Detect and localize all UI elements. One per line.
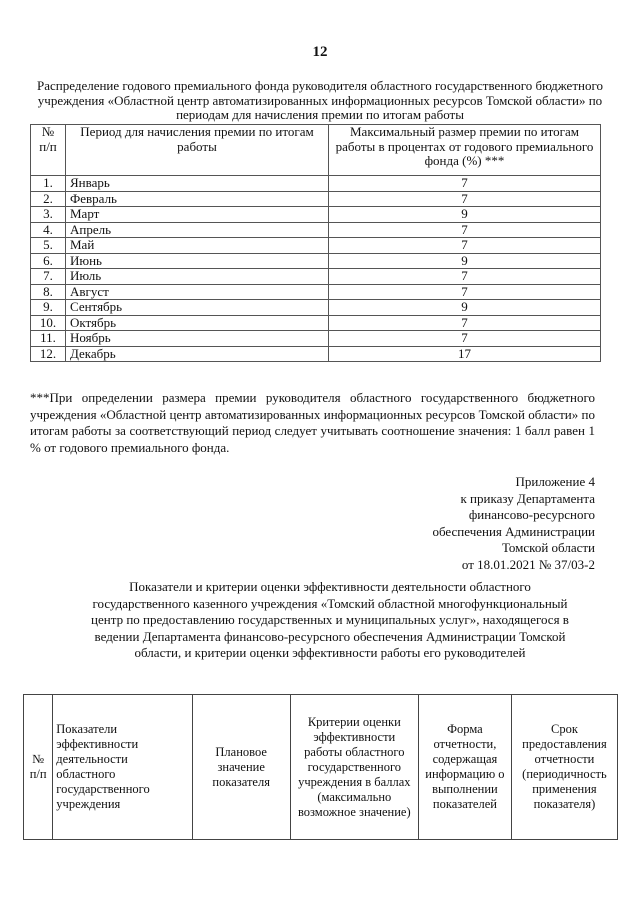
row-period: Февраль bbox=[66, 191, 329, 207]
appendix-line: финансово-ресурсного bbox=[468, 507, 595, 522]
row-num: 3. bbox=[31, 207, 66, 223]
table-row bbox=[31, 269, 601, 285]
row-num: 1. bbox=[31, 176, 66, 192]
row-period: Сентябрь bbox=[66, 300, 329, 316]
table-row bbox=[31, 284, 601, 300]
row-period: Июль bbox=[66, 269, 329, 285]
table-row bbox=[31, 222, 601, 238]
page-number: 12 bbox=[312, 44, 328, 60]
table-row bbox=[31, 191, 601, 207]
table-header-row bbox=[31, 125, 601, 176]
row-value: 9 bbox=[329, 253, 601, 269]
section1-title: Распределение годового премиального фонда руководителя областного государственного бюджетного учреждения «Областной центр автоматизированных информационных ресурсов Томской области» по периодам для начисления премии по итогам работы bbox=[37, 78, 603, 122]
row-value: 9 bbox=[329, 207, 601, 223]
row-value: 7 bbox=[329, 191, 601, 207]
row-value: 7 bbox=[329, 331, 601, 347]
table-row bbox=[31, 253, 601, 269]
header-indicators: Показатели эффективности деятельности областного государственного учреждения bbox=[53, 695, 192, 840]
row-num: 12. bbox=[31, 346, 66, 362]
row-period: Декабрь bbox=[66, 346, 329, 362]
row-num: 7. bbox=[31, 269, 66, 285]
table-row bbox=[31, 331, 601, 347]
table-row bbox=[31, 238, 601, 254]
row-num: 6. bbox=[31, 253, 66, 269]
appendix-line: к приказу Департамента bbox=[460, 490, 595, 506]
section2-title: Показатели и критерии оценки эффективности деятельности областного государственного казенного учреждения «Томский областной многофункциональный центр по предоставлению государственных и муниципальных услуг», находящегося в ведении Департамента финансово-ресурсного обеспечения Администрации Томской области, и критерии оценки эффективности работы его руководителей bbox=[91, 579, 569, 660]
row-num: 5. bbox=[31, 238, 66, 254]
table-row bbox=[31, 207, 601, 223]
table-row bbox=[31, 346, 601, 362]
row-value: 7 bbox=[329, 315, 601, 331]
row-num: 9. bbox=[31, 300, 66, 316]
row-value: 7 bbox=[329, 284, 601, 300]
row-value: 9 bbox=[329, 300, 601, 316]
row-period: Апрель bbox=[66, 222, 329, 238]
appendix-line: Томской области bbox=[501, 540, 595, 555]
header-planned-value: Плановое значение показателя bbox=[192, 695, 290, 840]
row-period: Июнь bbox=[66, 253, 329, 269]
row-value: 17 bbox=[329, 346, 601, 362]
table-row bbox=[31, 300, 601, 316]
row-num: 11. bbox=[31, 331, 66, 347]
appendix-line: Приложение 4 bbox=[515, 474, 595, 489]
table-row bbox=[31, 176, 601, 192]
row-num: 8. bbox=[31, 284, 66, 300]
row-num: 4. bbox=[31, 222, 66, 238]
appendix-line: обеспечения Администрации bbox=[432, 523, 595, 539]
header-num: № п/п bbox=[31, 125, 66, 176]
row-value: 7 bbox=[329, 222, 601, 238]
footnote: ***При определении размера премии руководителя областного государственного бюджетного учреждения «Областной центр автоматизированных информационных ресурсов Томской области» по итогам работы за соответствующий период следует учитывать соотношение значения: 1 балл равен 1 % от годового премиального фонда. bbox=[30, 390, 595, 455]
header-report-form: Форма отчетности, содержащая информацию о выполнении показателей bbox=[418, 695, 511, 840]
row-num: 10. bbox=[31, 315, 66, 331]
header-criteria: Критерии оценки эффективности работы областного государственного учреждения в баллах (максимально возможное значение) bbox=[290, 695, 418, 840]
row-period: Март bbox=[66, 207, 329, 223]
appendix-line: от 18.01.2021 № 37/03-2 bbox=[461, 556, 595, 572]
header-num: № п/п bbox=[24, 695, 53, 840]
row-period: Октябрь bbox=[66, 315, 329, 331]
criteria-table bbox=[23, 694, 618, 840]
appendix-block bbox=[380, 474, 595, 573]
row-value: 7 bbox=[329, 176, 601, 192]
table-header-row bbox=[24, 695, 618, 840]
row-period: Август bbox=[66, 284, 329, 300]
row-value: 7 bbox=[329, 269, 601, 285]
row-period: Ноябрь bbox=[66, 331, 329, 347]
header-period: Период для начисления премии по итогам работы bbox=[66, 125, 329, 176]
row-period: Май bbox=[66, 238, 329, 254]
header-value: Максимальный размер премии по итогам работы в процентах от годового премиального фонда (%) *** bbox=[329, 125, 601, 176]
bonus-distribution-table bbox=[30, 124, 601, 362]
table-row bbox=[31, 315, 601, 331]
row-value: 7 bbox=[329, 238, 601, 254]
row-num: 2. bbox=[31, 191, 66, 207]
header-report-deadline: Срок предоставления отчетности (периодичность применения показателя) bbox=[511, 695, 617, 840]
row-period: Январь bbox=[66, 176, 329, 192]
